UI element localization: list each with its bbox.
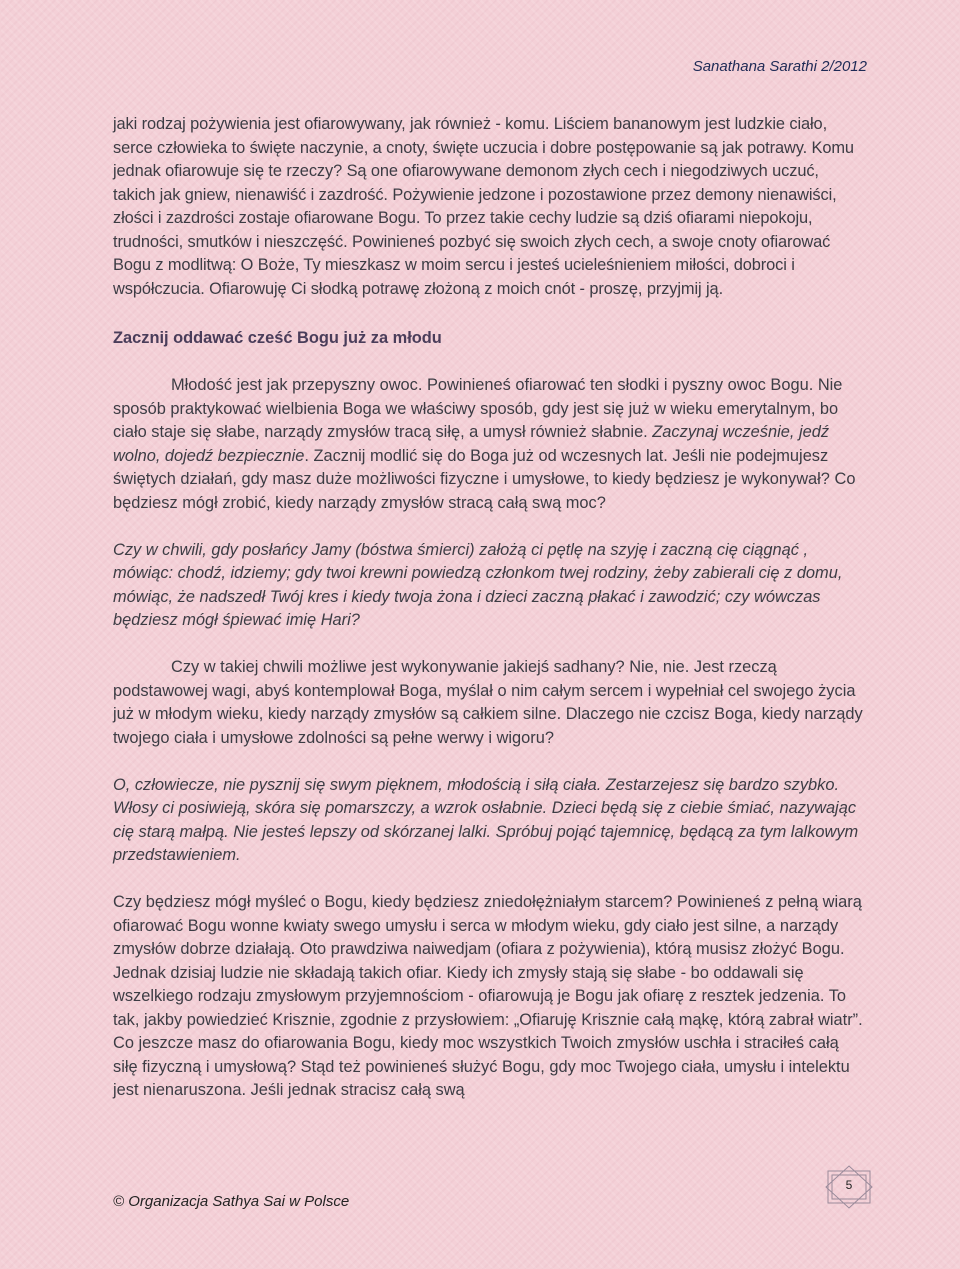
spacer: [113, 351, 863, 375]
paragraph-1: jaki rodzaj pożywienia jest ofiarowywany, jak również - komu. Liściem bananowym jest ludzkie ciało, serce człowieka to święte naczynie, a cnoty, święte uczucia i dobre postępowanie są jak potrawy. Komu jednak ofiarowuje się te rzeczy? Są one ofiarowywane demonom złych cech i niegodziwych uczuć, takich jak gniew, nienawiść i zazdrość. Pożywienie jedzone i pozostawione przez demony nienawiści, złości i zazdrości zostaje ofiarowane Bogu. To przez takie cechy ludzie są dziś ofiarami niepokoju, trudności, smutków i nieszczęść. Powinieneś pozbyć się swoich złych cech, a swoje cnoty ofiarować Bogu z modlitwą: O Boże, Ty mieszkasz w moim sercu i jesteś ucieleśnieniem miłości, dobroci i współczucia. Ofiarowuję Ci słodką potrawę złożoną z moich cnót - proszę, przyjmij ją.: [113, 115, 854, 298]
page-number-badge: [822, 1165, 876, 1209]
paragraph-2: [113, 374, 863, 515]
spacer: [113, 750, 863, 774]
section-heading: Zacznij oddawać cześć Bogu już za młodu: [113, 329, 442, 347]
page-header: Sanathana Sarathi 2/2012: [692, 58, 867, 75]
article-body: [113, 113, 863, 1103]
spacer: [113, 515, 863, 539]
paragraph-4: Czy w takiej chwili możliwe jest wykonywanie jakiejś sadhany? Nie, nie. Jest rzeczą podstawowej wagi, abyś kontemplował Boga, myślał o nim całym sercem i wypełniał cel swojego życia już w młodym wieku, kiedy narządy zmysłów są całkiem silne. Dlaczego nie czcisz Boga, kiedy narządy twojego ciała i umysłowe zdolności są pełne werwy i wigoru?: [113, 658, 863, 747]
page-footer: © Organizacja Sathya Sai w Polsce: [113, 1193, 350, 1210]
paragraph-2-italic-phrase: Zaczynaj wcześnie, jedź wolno, dojedź bezpiecznie: [113, 423, 830, 465]
page-number: 5: [845, 1178, 853, 1192]
paragraph-3: Czy w chwili, gdy posłańcy Jamy (bóstwa śmierci) założą ci pętlę na szyję i zaczną cię ciągnąć , mówiąc: chodź, idziemy; gdy twoi krewni powiedzą członkom twej rodziny, żeby zabierali cię z domu, mówiąc, że nadszedł Twój kres i kiedy twoja żona i dzieci zaczną płakać i zawodzić; czy wówczas będziesz mógł śpiewać imię Hari?: [113, 540, 843, 629]
paragraph-2-end: . Zacznij modlić się do Boga już od wczesnych lat. Jeśli nie podejmujesz świętych działań, gdy masz duże możliwości fizyczne i umysłowe, to kiedy będziesz je wykonywał? Co będziesz mógł zrobić, kiedy narządy zmysłów stracą całą swą moc?: [113, 446, 856, 512]
paragraph-6: Czy będziesz mógł myśleć o Bogu, kiedy będziesz zniedołężniałym starcem? Powinieneś z pełną wiarą ofiarować Bogu wonne kwiaty swego umysłu i serca w młodym wieku, gdy ciało jest silne, a narządy zmysłów dobrze działają. Oto prawdziwa naiwedjam (ofiara z pożywienia), którą musisz złożyć Bogu. Jednak dzisiaj ludzie nie składają takich ofiar. Kiedy ich zmysły stają się słabe - bo oddawali się wszelkiego rodzaju zmysłowym przyjemnościom - ofiarowują je Bogu jak ofiarę z resztek jedzenia. To tak, jakby powiedzieć Krisznie, zgodnie z przysłowiem: „Ofiaruję Krisznie całą mąkę, którą zabrał wiatr”. Co jeszcze masz do ofiarowania Bogu, kiedy moc wszystkich Twoich zmysłów uschła i straciłeś całą siłę fizyczną i umysłową? Stąd też powinieneś służyć Bogu, gdy moc Twojego ciała, umysłu i intelektu jest nienaruszona. Jeśli jednak stracisz całą swą: [113, 893, 863, 1099]
paragraph-2-start: Młodość jest jak przepyszny owoc. Powinieneś ofiarować ten słodki i pyszny owoc Bogu. Nie sposób praktykować wielbienia Boga we właściwy sposób, gdy jest się już w wieku emerytalnym, bo ciało staje się słabe, narządy zmysłów tracą siłę, a umysł również słabnie.: [113, 376, 843, 441]
paragraph-5: O, człowiecze, nie pysznij się swym pięknem, młodością i siłą ciała. Zestarzejesz się bardzo szybko. Włosy ci posiwieją, skóra się pomarszczy, a wzrok osłabnie. Dzieci będą się z ciebie śmiać, nazywając cię starą małpą. Nie jesteś lepszy od skórzanej lalki. Spróbuj pojąć tajemnicę, będącą za tym lalkowym przedstawieniem.: [113, 775, 859, 864]
spacer: [113, 633, 863, 657]
spacer: [113, 868, 863, 892]
